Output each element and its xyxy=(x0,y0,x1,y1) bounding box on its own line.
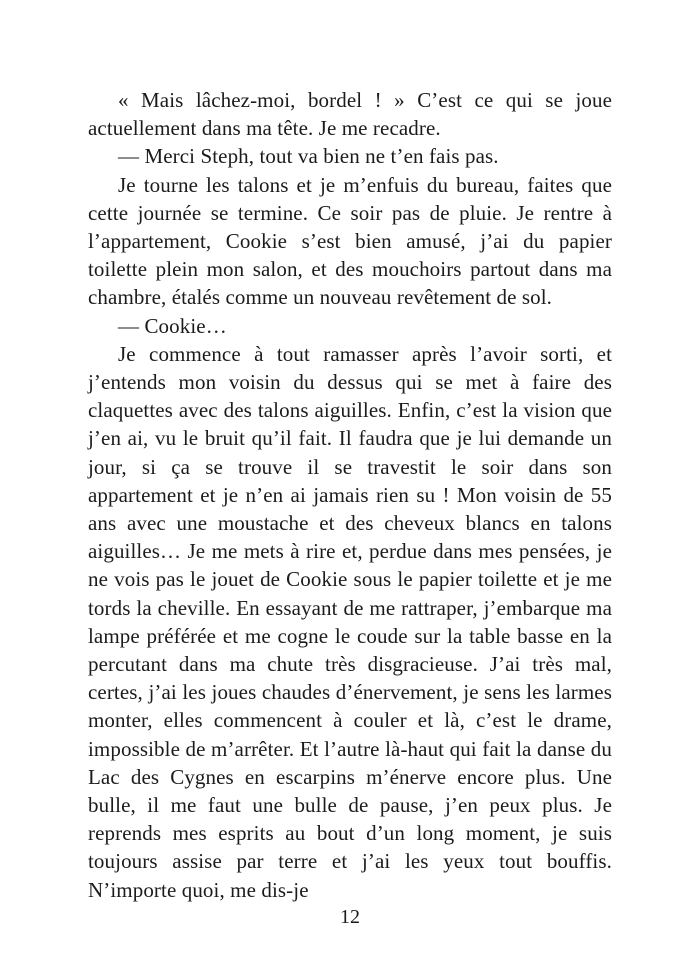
paragraph-dialogue-2: — Merci Steph, tout va bien ne t’en fais pas. xyxy=(118,144,499,169)
paragraph-dialogue-1: « Mais lâchez-moi, bordel ! » C’est ce qui se joue actuellement dans ma tête. Je me recadre. xyxy=(88,88,612,141)
paragraph-narrative-1: Je tourne les talons et je m’enfuis du bureau, faites que cette journée se termine. Ce soir pas de pluie. Je rentre à l’appartement, Cookie s’est bien amusé, j’ai du papier toilette plein mon salon, et des mouchoirs partout dans ma chambre, étalés comme un nouveau revêtement de sol. xyxy=(88,172,612,310)
page-number: 12 xyxy=(340,906,360,928)
paragraph-dialogue-3: — Cookie… xyxy=(118,313,227,338)
paragraph-narrative-2: Je commence à tout ramasser après l’avoir sorti, et j’entends mon voisin du dessus qui se met à faire des claquettes avec des talons aiguilles. Enfin, c’est la vision que j’en ai, vu le bruit qu’il fait. Il faudra que je lui demande un jour, si ça se trouve il se travestit le soir dans son appartement et je n’en ai jamais rien su ! Mon voisin de 55 ans avec une moustache et des cheveux blancs en talons aiguilles… Je me mets à rire et, perdue dans mes pensées, je ne vois pas le jouet de Cookie sous le papier toilette et je me tords la cheville. En essayant de me rattraper, j’embarque ma lampe préférée et me cogne le coude sur la table basse en la percutant dans ma chute très disgracieuse. J’ai très mal, certes, j’ai les joues chaudes d’énervement, je sens les larmes monter, elles commencent à couler et là, c’est le drame, impossible de m’arrêter. Et l’autre là-haut qui fait la danse du Lac des Cygnes en escarpins m’énerve encore plus. Une bulle, il me faut une bulle de pause, j’en peux plus. Je reprends mes esprits au bout d’un long moment, je suis toujours assise par terre et j’ai les yeux tout bouffis. N’importe quoi, me dis-je xyxy=(88,341,612,902)
page-text xyxy=(88,86,612,904)
